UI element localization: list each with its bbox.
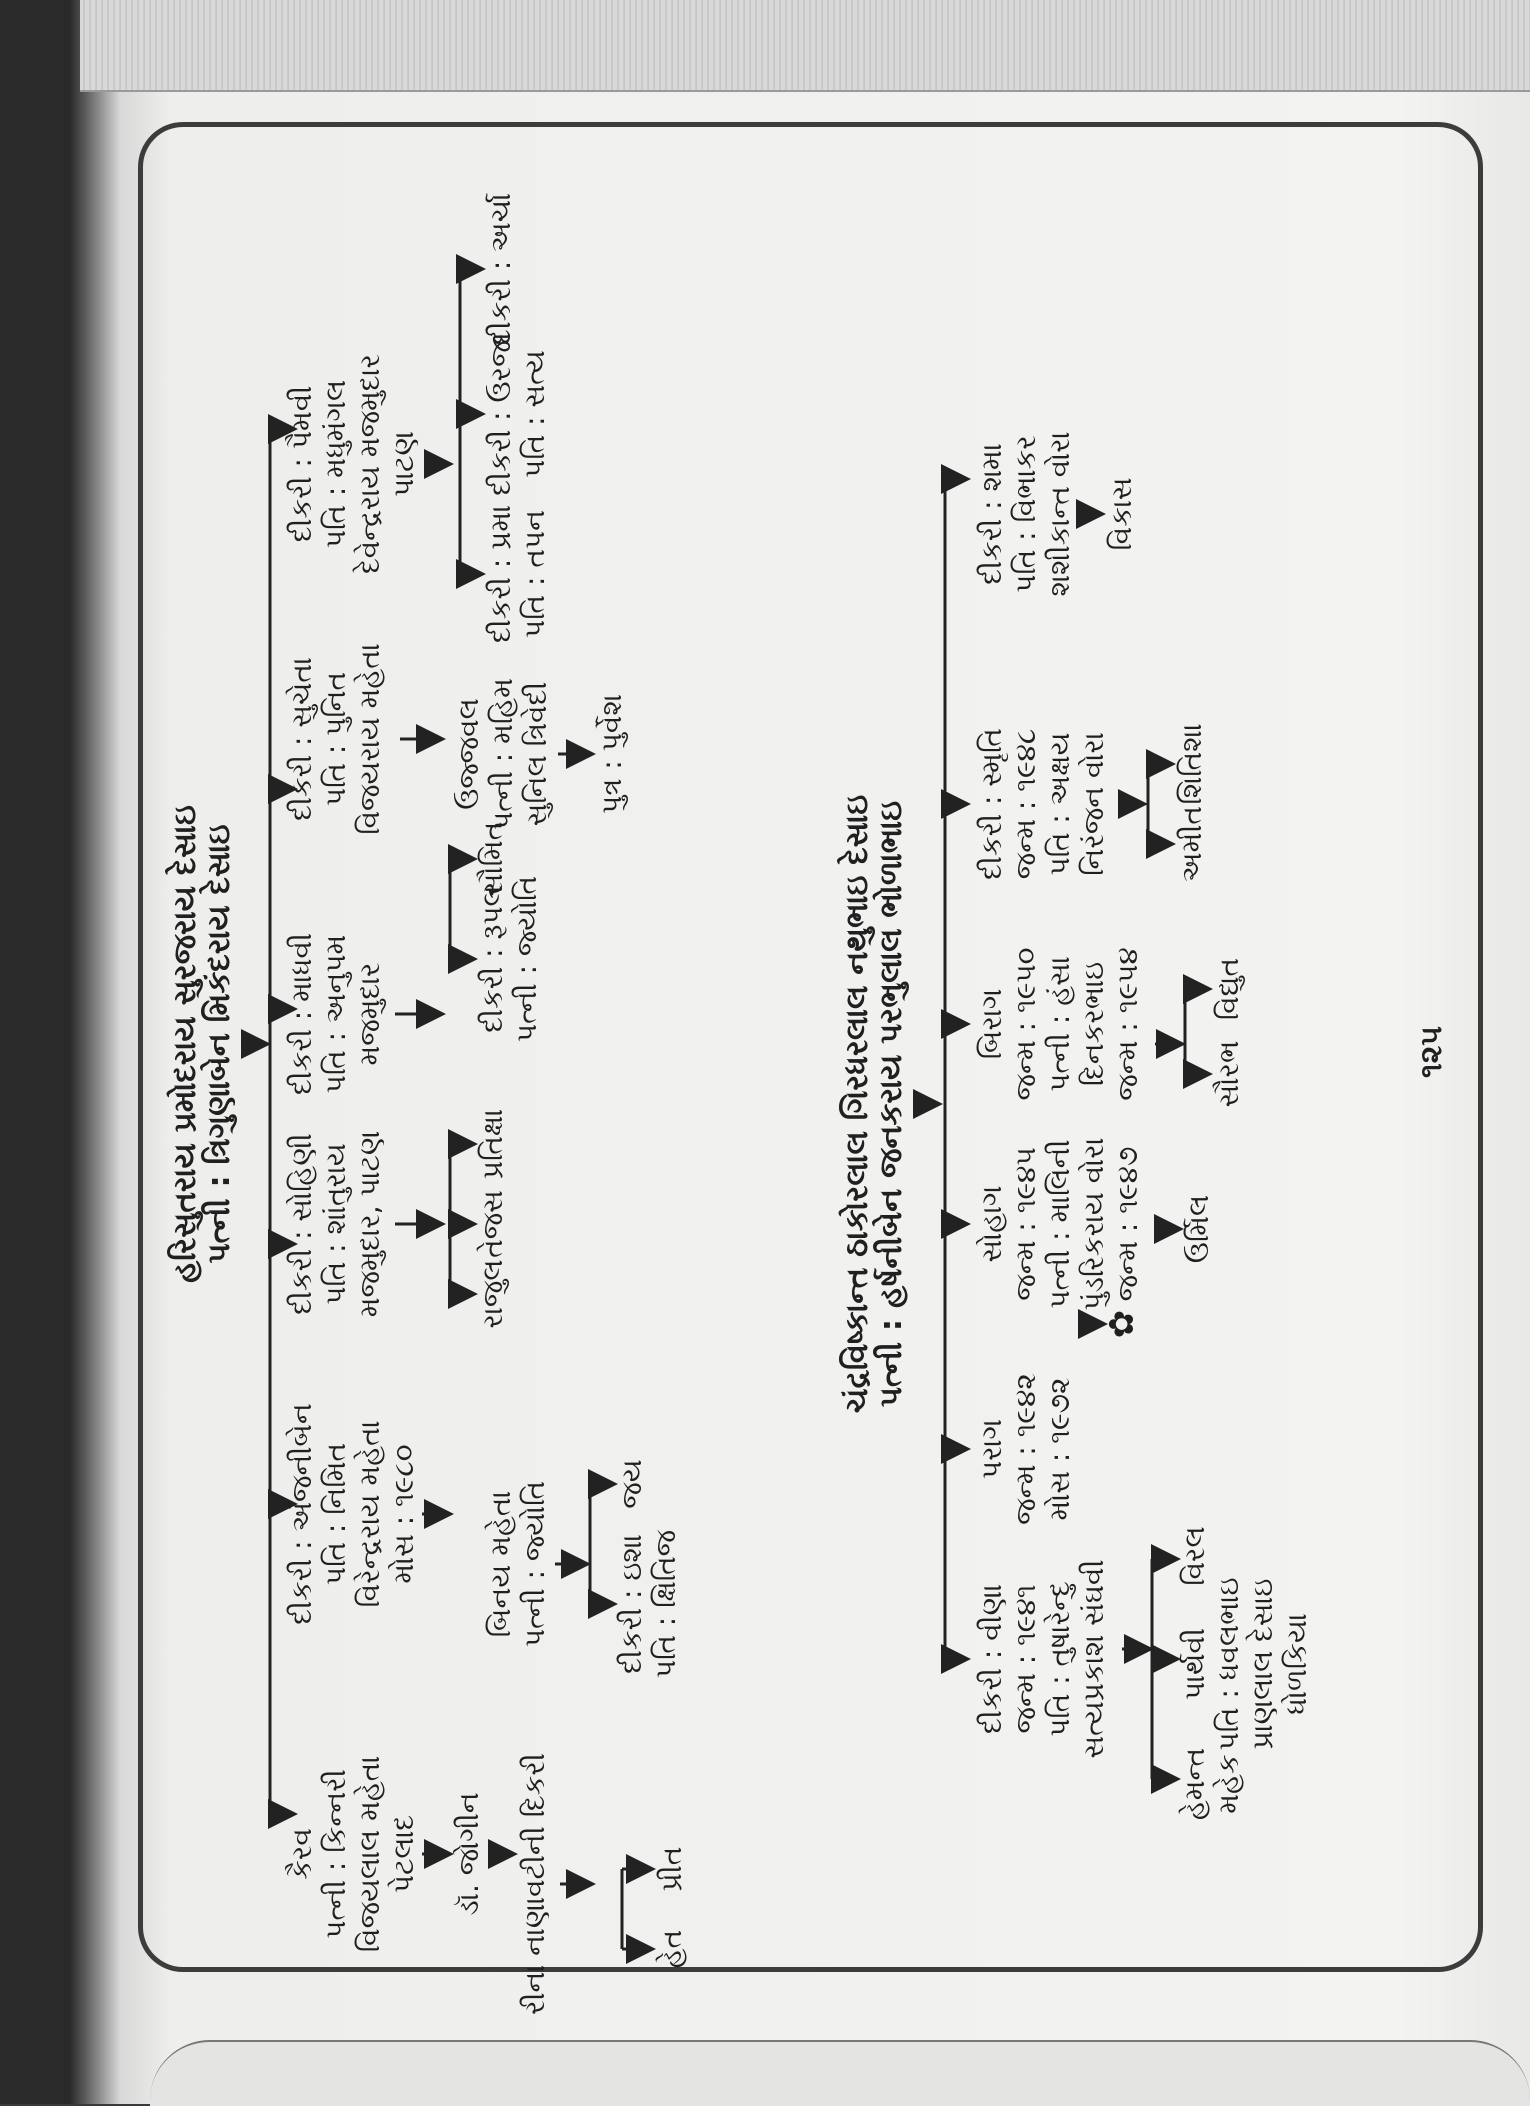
s1-child-2-line-3: વિરેન્દ્રરાય મહેતા xyxy=(353,1420,386,1608)
s1-child-5-line-2: પતિ : પુનિત xyxy=(319,671,352,807)
s2-gc-vikas: વિકાસ xyxy=(1105,477,1138,551)
s2-gc-amit: અમીત xyxy=(1175,806,1208,882)
s1-child-4-extra: સૌમિત xyxy=(476,821,509,897)
s1-child-3-line-2: પતિ : શાંતુરાય xyxy=(319,1143,352,1305)
s2-child-3-line-4: પુંડરિકરાય વોરા xyxy=(1077,1137,1110,1311)
root-2-spouse: પત્ની : હર્ષનીબેન જનકરાય પરભુલાલ ભોળાભાઇ xyxy=(873,800,909,1408)
s1-child-3-line-3: મજમુદાર, પાટણ xyxy=(353,1130,386,1318)
s2-child-4-line-4: દિનકરભાઇ xyxy=(1077,961,1110,1087)
s1-child-5-desc-line-2: પત્ની : મહિમ xyxy=(486,678,519,830)
s2-child-5-line-3: પતિ : અક્ષય xyxy=(1043,732,1076,876)
s2-gc-parthavi-line-3: પ્રાણલાલ દેસાઇ xyxy=(1246,1578,1279,1750)
s2-child-2-line-3: મોસ : ૧૯૭૨ xyxy=(1043,1377,1076,1521)
s1-gc-tejas: તેજસ xyxy=(476,1190,509,1258)
s1-child-6-gc-2-line-1: દીકરી : ઉરજા xyxy=(484,332,517,496)
s1-child-1-line-4: પેટલાદ xyxy=(387,1814,420,1894)
root-2 xyxy=(840,795,908,1413)
s2-child-3-line-1: સોહાગ xyxy=(975,1185,1008,1263)
s1-child-5 xyxy=(285,643,387,834)
s2-gc-shitisha: શિતિશા xyxy=(1175,723,1208,805)
s1-child-6-gc-2 xyxy=(484,332,552,495)
page-number: ૧૨૫ xyxy=(1414,1025,1449,1079)
s2-gc-viral: વિરલ xyxy=(1178,1526,1211,1586)
root-2-name: ચંદ્રવિષ્કાન્ત ઠાકોરલાલ ગિરધરલાલ નથુભાઇ દેસાઇ xyxy=(839,794,875,1414)
s1-child-1-descendant: ડૉ. જોગીન xyxy=(452,1792,485,1916)
s1-child-5-line-3: વિજયરાય મહેતા xyxy=(353,643,386,835)
s1-child-4-gc-line-1: દીકરી : રૂપલ xyxy=(476,885,509,1033)
s1-child-2-grandchild xyxy=(615,1530,683,1678)
s2-child-5-line-2: જન્મ : ૧૯૪૮ xyxy=(1009,728,1042,880)
s2-child-5-line-4: નિરંજન વોરા xyxy=(1077,732,1110,876)
s2-child-5 xyxy=(975,728,1111,880)
s1-child-5-line-1: દીકરી : સુચેતા xyxy=(285,657,318,821)
s1-gc-pratiksha: પ્રતિક્ષા xyxy=(476,1108,509,1180)
s1-child-1 xyxy=(285,1756,421,1952)
s1-child-6-line-2: પતિ : મધુમંગલ xyxy=(319,379,352,549)
s1-child-5-desc-line-1: ઉજ્જવલ xyxy=(452,698,485,810)
s1-child-6-gc-3 xyxy=(484,193,518,345)
s1-child-6-gc-1-line-1: દીકરી : પ્રમા xyxy=(484,505,517,643)
s1-child-4-line-1: દીકરી : માધવી xyxy=(285,932,318,1096)
s2-child-3 xyxy=(975,1137,1145,1310)
s2-child-4 xyxy=(975,947,1145,1101)
s1-child-5-desc-line-3: સુનિલ ત્રિવેદી xyxy=(520,681,553,827)
s1-gc-preet: પ્રીત xyxy=(655,1846,688,1892)
s1-child-6-line-1: દીકરી : પૈમવી xyxy=(285,385,318,543)
s2-gc-parthavi-line-2: પતિ : ધવલભાઇ xyxy=(1212,1577,1245,1751)
s2-gc-parthavi-line-4: ધોળકિયા xyxy=(1280,1613,1313,1715)
s2-gc-parthavi-line-1: પાર્થવી xyxy=(1178,1628,1211,1700)
s2-child-6-line-2: પતિ : વિભાકર xyxy=(1009,435,1042,593)
root-1-spouse: પત્ની : ત્રિગુણાબેન મિકંદરાય દેસાઇ xyxy=(201,824,237,1264)
s1-child-6 xyxy=(285,354,421,574)
s1-child-2-line-2: પતિ : નિમિત xyxy=(319,1442,352,1586)
root-1-name: હરિસુતરાય પ્રમોદરાય સુરજરાય દેસાઇ xyxy=(167,805,203,1283)
s1-child-2-gc-line-2: પતિ : ક્ષિતિજ xyxy=(649,1529,682,1679)
s2-child-4-line-3: પત્ની : હંસા xyxy=(1043,956,1076,1092)
s2-child-2-line-1: પરાગ xyxy=(975,1419,1008,1479)
s2-gc-vidyut: વિદ્યુત xyxy=(1212,957,1245,1021)
s1-child-2-line-4: મોસ : ૧૯૮૦ xyxy=(387,1444,420,1584)
s2-gc-hemant-line-1: હેમન્ત xyxy=(1178,1747,1211,1821)
s1-gc-rajul: રાજુલ xyxy=(476,1259,509,1329)
s2-child-3-line-5: જન્મ : ૧૯૪૭ xyxy=(1111,1146,1144,1302)
s2-gc-hemant-line-2: મહેક xyxy=(1212,1754,1245,1814)
s2-child-6 xyxy=(975,431,1077,596)
s2-gc-urmil: ઉર્મિલ xyxy=(1182,1194,1215,1264)
s2-child-1 xyxy=(975,1559,1111,1758)
s2-child-2-line-2: જન્મ : ૧૯૪૨ xyxy=(1009,1373,1042,1525)
s2-child-4-line-2: જન્મ : ૧૯૫૦ xyxy=(1009,947,1042,1101)
s1-child-2-gc-line-1: દીકરી : ઇશા xyxy=(615,1534,648,1674)
s2-gc-parthavi xyxy=(1178,1578,1314,1751)
s2-child-3-line-2: જન્મ : ૧૯૪૫ xyxy=(1009,1147,1042,1301)
s2-child-1-line-1: દીકરી : વીણા xyxy=(975,1584,1008,1734)
s2-gc-saurabh: સૌરભ xyxy=(1212,1040,1245,1108)
s1-child-6-gc-3-line-1: દીકરી : અર્ચા xyxy=(484,193,517,345)
s1-child-4-gc-line-2: પત્ની : જ્યોતિ xyxy=(510,875,543,1043)
s1-child-6-gc-1 xyxy=(484,505,552,643)
s1-child-6-gc-1-line-2: પતિ : તપન xyxy=(518,510,551,638)
s2-child-4-line-5: જન્મ : ૧૯૫૪ xyxy=(1111,947,1144,1101)
root-1 xyxy=(168,805,236,1283)
s1-child-4-line-3: મજમુદાર xyxy=(353,962,386,1066)
s1-child-1-line-3: વિજયલાલ મહેતા xyxy=(353,1755,386,1953)
s2-child-1-line-3: પતિ : તુષારેન્દુ xyxy=(1043,1581,1076,1737)
s1-child-4-grandchild xyxy=(476,876,544,1042)
flower-icon: ✿ xyxy=(1102,1309,1142,1339)
s1-child-2-desc-line-2: પત્ની : જ્યોતિ xyxy=(518,1480,551,1648)
s1-child-1-line-1: કૈરવ xyxy=(285,1828,318,1880)
s2-gc-hemant xyxy=(1178,1748,1246,1820)
s2-child-5-line-1: દીકરી : સ્મૃતિ xyxy=(975,728,1008,880)
s1-child-1-line-2: પત્ની : કિન્નરી xyxy=(319,1769,352,1939)
s2-child-2 xyxy=(975,1373,1077,1525)
s1-child-1-line3: રીના નાણાવટીની દિકરી xyxy=(518,1753,551,2015)
s1-child-2-extra: જય xyxy=(615,1459,648,1509)
s1-child-5-descendant xyxy=(452,678,554,830)
s1-child-4-line-2: પતિ : અનુપમ xyxy=(319,934,352,1094)
s1-child-2-descendant xyxy=(484,1481,552,1647)
s1-child-6-line-3: દેવેન્દ્રરાય મજમુદાર xyxy=(353,354,386,574)
s1-child-3-line-1: દીકરી : સોહિણી xyxy=(285,1133,318,1315)
s2-child-3-line-3: પત્ની : માલિની xyxy=(1043,1139,1076,1309)
s2-child-1-line-4: સત્યપ્રકાશ સંઘવી xyxy=(1077,1559,1110,1759)
s1-child-5-grandchild: પુત્ર : પુર્વેશ xyxy=(595,694,628,814)
s1-gc-het: હેત xyxy=(655,1929,688,1969)
s2-child-6-line-3: શશીકાન્ત વોરા xyxy=(1043,431,1076,597)
s1-child-2 xyxy=(285,1403,421,1624)
s2-child-6-line-1: દીકરી : શમા xyxy=(975,443,1008,585)
s1-child-2-desc-line-1: બિનય મહેતા xyxy=(484,1490,517,1638)
s2-child-1-line-2: જન્મ : ૧૯૪૧ xyxy=(1009,1584,1042,1734)
s1-child-4 xyxy=(285,933,387,1095)
s1-child-6-line-4: પાટણ xyxy=(387,431,420,497)
s1-child-3 xyxy=(285,1131,387,1318)
s1-child-6-gc-2-line-2: પતિ : સત્ય xyxy=(518,350,551,478)
s2-child-4-line-1: બિરાગ xyxy=(975,988,1008,1060)
s1-child-2-line-1: દીકરી : અંજનીબેન xyxy=(285,1403,318,1625)
